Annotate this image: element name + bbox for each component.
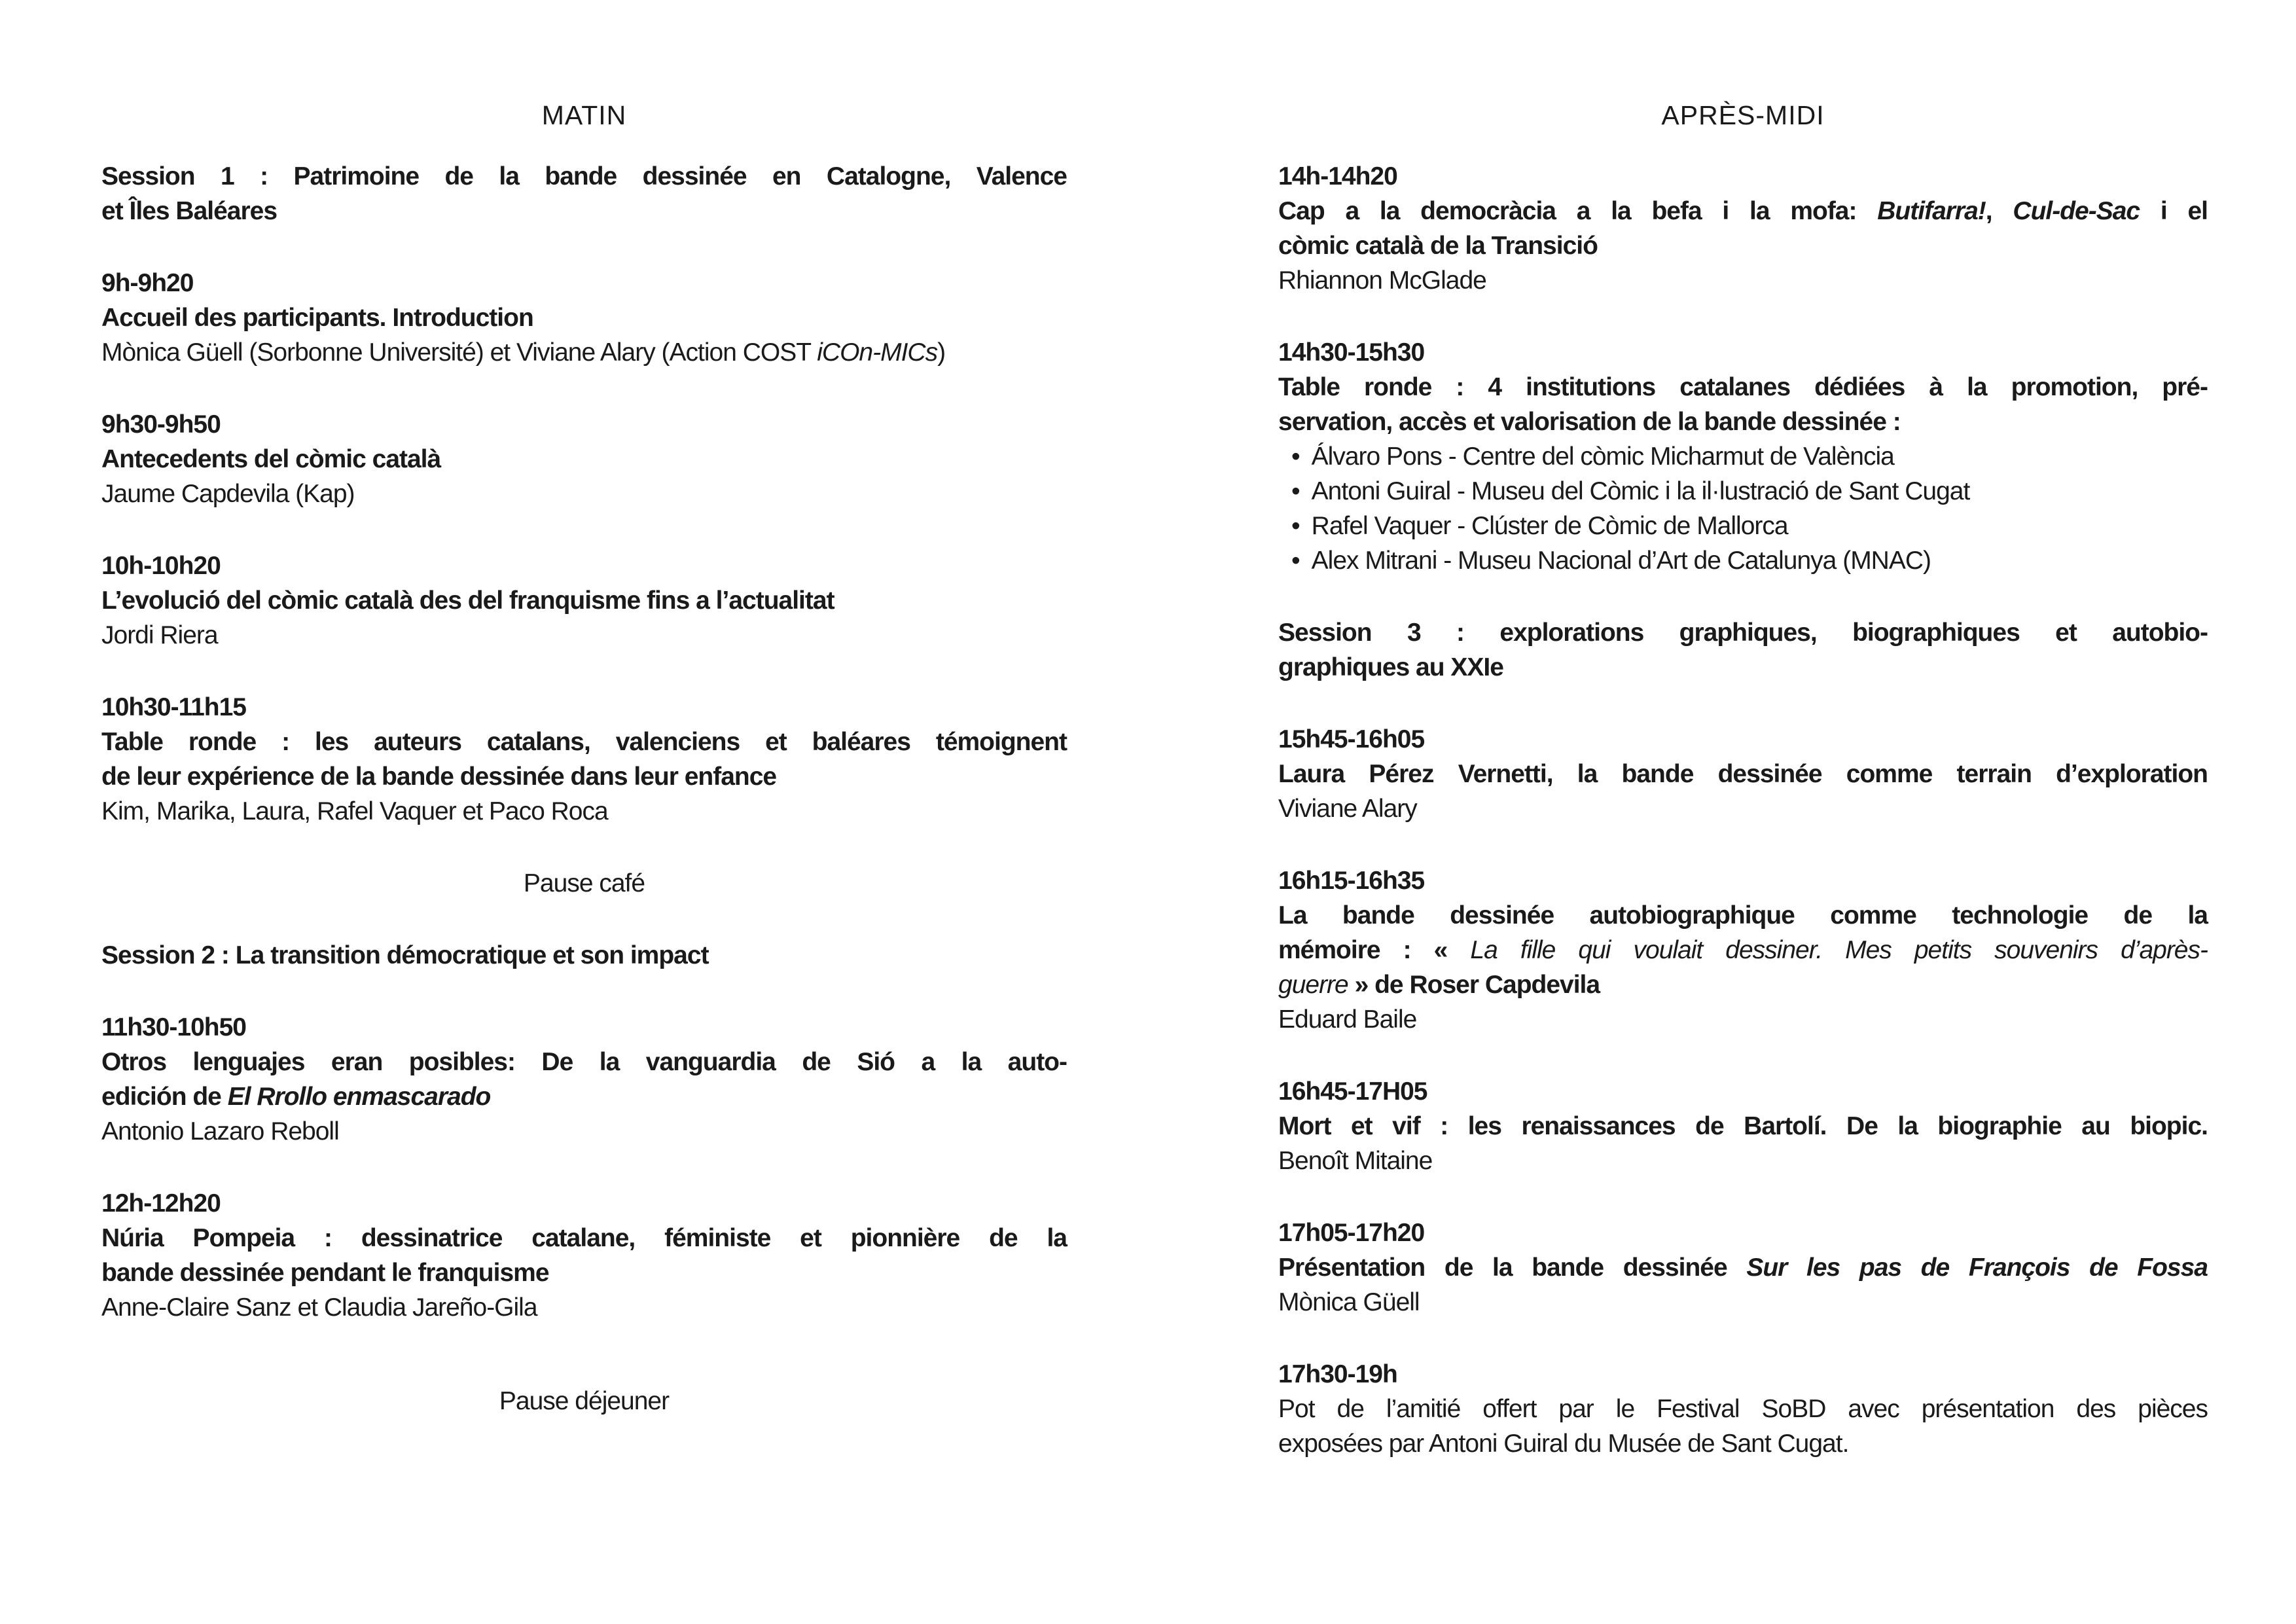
bullet-line (1278, 509, 2208, 543)
text-segment: edición de (101, 1083, 228, 1111)
text-segment: graphiques au XXIe (1278, 653, 1503, 681)
text-line (1278, 1074, 2208, 1109)
text-segment: 11h30-10h50 (101, 1013, 247, 1041)
program-block-slot (1278, 159, 2208, 298)
text-segment: Session 3 : explorations graphiques, biographiques et autobio- (1278, 619, 2208, 647)
text-segment: bande dessinée pendant le franquisme (101, 1259, 549, 1287)
text-line (1278, 405, 2208, 439)
text-line (1278, 1216, 2208, 1250)
program-block-slot (1278, 722, 2208, 826)
text-segment: 17h05-17h20 (1278, 1219, 1425, 1247)
program-block-slot (1278, 335, 2208, 578)
text-line (1278, 791, 2208, 826)
column-title-afternoon: APRÈS-MIDI (1661, 100, 1825, 130)
text-segment: Pause café (523, 869, 645, 897)
text-segment: Cul-de-Sac (2013, 197, 2140, 225)
text-line (1278, 650, 2208, 685)
text-line (1278, 722, 2208, 757)
text-line (101, 1384, 1067, 1418)
text-segment: Session 2 : La transition démocratique et son impact (101, 941, 709, 969)
text-line (1278, 1426, 2208, 1461)
text-line (1278, 370, 2208, 405)
text-segment: servation, accès et valorisation de la bande dessinée : (1278, 408, 1901, 436)
text-segment: Mònica Güell (1278, 1288, 1420, 1316)
text-segment: Rhiannon McGlade (1278, 266, 1486, 295)
text-line (101, 1290, 1067, 1325)
text-line (1278, 1250, 2208, 1285)
bullet-line (1278, 439, 2208, 474)
text-line (1278, 263, 2208, 298)
text-segment: Núria Pompeia : dessinatrice catalane, féministe et pionnière de la (101, 1224, 1067, 1252)
text-segment: Álvaro Pons - Centre del còmic Micharmut de València (1311, 442, 1894, 471)
bullet-icon: • (1291, 477, 1300, 505)
text-line (101, 300, 1067, 335)
text-segment: iCOn-MICs (817, 338, 938, 367)
text-line (1278, 1285, 2208, 1320)
bullet-line (1278, 474, 2208, 509)
program-block-slot (101, 266, 1067, 370)
program-block-session (101, 938, 1067, 973)
text-segment: Anne-Claire Sanz et Claudia Jareño-Gila (101, 1293, 537, 1322)
text-line (101, 477, 1067, 511)
text-segment: Antoni Guiral - Museu del Còmic i la il·lustració de Sant Cugat (1311, 477, 1970, 505)
text-line (1278, 1392, 2208, 1426)
bullet-line (1278, 543, 2208, 578)
text-segment: La bande dessinée autobiographique comme technologie de la (1278, 901, 2208, 929)
text-segment: Table ronde : les auteurs catalans, valenciens et baléares témoignent (101, 728, 1067, 756)
text-line (1278, 1002, 2208, 1037)
text-segment: 14h30-15h30 (1278, 338, 1425, 367)
text-line (101, 759, 1067, 794)
text-segment: Eduard Baile (1278, 1005, 1417, 1034)
text-line (1278, 194, 2208, 228)
text-segment: Sur les pas de François de Fossa (1746, 1254, 2208, 1282)
program-block-session (101, 159, 1067, 228)
text-segment: Accueil des participants. Introduction (101, 304, 533, 332)
text-segment: Mort et vif : les renaissances de Bartolí. De la biographie au biopic. (1278, 1112, 2208, 1140)
bullet-icon: • (1291, 547, 1300, 575)
text-line (101, 266, 1067, 300)
text-segment: 17h30-19h (1278, 1360, 1397, 1388)
text-segment: L’evolució del còmic català des del franquisme fins a l’actualitat (101, 586, 834, 615)
text-line (1278, 967, 2208, 1002)
text-line (1278, 1109, 2208, 1144)
text-segment: mémoire : « (1278, 936, 1471, 964)
column-morning (101, 98, 1067, 1456)
text-segment: guerre (1278, 971, 1348, 999)
text-segment: Antonio Lazaro Reboll (101, 1117, 339, 1146)
text-line (1278, 757, 2208, 791)
program-block-slot (1278, 1216, 2208, 1320)
text-line (101, 1221, 1067, 1255)
text-line (101, 549, 1067, 583)
text-line (1278, 335, 2208, 370)
text-segment: » (1348, 971, 1375, 999)
text-segment: i el (2140, 197, 2208, 225)
text-segment: 9h-9h20 (101, 269, 194, 297)
program-block-slot (101, 1186, 1067, 1325)
text-segment: Viviane Alary (1278, 795, 1417, 823)
text-segment: Kim, Marika, Laura, Rafel Vaquer et Paco Roca (101, 797, 608, 825)
text-line (1278, 615, 2208, 650)
text-segment: 16h15-16h35 (1278, 867, 1425, 895)
text-segment: Table ronde : 4 institutions catalanes dédiées à la promotion, pré- (1278, 373, 2208, 401)
text-segment: Laura Pérez Vernetti, la bande dessinée comme terrain d’exploration (1278, 760, 2208, 788)
program-block-session (1278, 615, 2208, 685)
program-block-slot (1278, 1074, 2208, 1178)
text-segment: 16h45-17H05 (1278, 1077, 1427, 1106)
text-segment: Pause déjeuner (499, 1387, 670, 1415)
program-block-pause-dej (101, 1384, 1067, 1418)
text-segment: Butifarra! (1877, 197, 1986, 225)
text-line (101, 618, 1067, 653)
text-line (101, 407, 1067, 442)
text-line (101, 725, 1067, 759)
text-segment: et Îles Baléares (101, 197, 278, 225)
text-line (1278, 933, 2208, 967)
text-line (1278, 159, 2208, 194)
morning-blocks (101, 159, 1067, 1418)
text-line (1278, 1144, 2208, 1178)
text-segment: Alex Mitrani - Museu Nacional d’Art de Catalunya (MNAC) (1311, 547, 1931, 575)
text-line (101, 194, 1067, 228)
text-segment: Rafel Vaquer - Clúster de Còmic de Mallorca (1311, 512, 1788, 540)
text-segment: Antecedents del còmic català (101, 445, 441, 473)
program-block-slot (1278, 863, 2208, 1037)
afternoon-blocks (1278, 159, 2208, 1461)
text-segment: El Rrollo enmascarado (227, 1083, 491, 1111)
text-line (101, 335, 1067, 370)
bullet-icon: • (1291, 512, 1300, 540)
bullet-icon: • (1291, 442, 1300, 471)
text-segment: Jaume Capdevila (Kap) (101, 480, 355, 508)
column-afternoon (1278, 98, 2208, 1498)
text-line (101, 1114, 1067, 1149)
text-segment: Jordi Riera (101, 621, 218, 649)
text-segment: 12h-12h20 (101, 1189, 221, 1218)
text-line (1278, 898, 2208, 933)
text-line (1278, 1357, 2208, 1392)
text-segment: Mònica Güell (Sorbonne Université) et Viviane Alary (Action COST (101, 338, 817, 367)
text-segment: còmic català de la Transició (1278, 232, 1598, 260)
text-segment: 10h-10h20 (101, 552, 221, 580)
text-line (101, 866, 1067, 901)
program-block-slot (101, 407, 1067, 511)
program-block-slot (101, 690, 1067, 829)
text-line (101, 690, 1067, 725)
text-segment: Cap a la democràcia a la befa i la mofa: (1278, 197, 1878, 225)
text-segment: 14h-14h20 (1278, 162, 1397, 190)
text-segment: de leur expérience de la bande dessinée dans leur enfance (101, 763, 777, 791)
text-segment: Session 1 : Patrimoine de la bande dessinée en Catalogne, Valence (101, 162, 1067, 190)
text-line (1278, 228, 2208, 263)
text-segment: de Roser Capdevila (1374, 971, 1600, 999)
text-segment: , (1985, 197, 2013, 225)
column-title-morning: MATIN (541, 100, 627, 130)
text-line (101, 1079, 1067, 1114)
text-segment: exposées par Antoni Guiral du Musée de Sant Cugat. (1278, 1430, 1849, 1458)
text-line (101, 1255, 1067, 1290)
text-line (101, 159, 1067, 194)
text-segment: Otros lenguajes eran posibles: De la vanguardia de Sió a la auto- (101, 1048, 1067, 1076)
text-segment: La fille qui voulait dessiner. Mes petits souvenirs d’après- (1470, 936, 2208, 964)
text-line (101, 938, 1067, 973)
text-segment: Benoît Mitaine (1278, 1147, 1433, 1175)
program-block-slot (101, 1010, 1067, 1149)
text-segment: 15h45-16h05 (1278, 725, 1425, 753)
text-line (101, 1045, 1067, 1079)
text-line (101, 442, 1067, 477)
text-line (101, 794, 1067, 829)
text-segment: Présentation de la bande dessinée (1278, 1254, 1747, 1282)
text-segment: Pot de l’amitié offert par le Festival SoBD avec présentation des pièces (1278, 1395, 2208, 1423)
text-line (101, 583, 1067, 618)
text-segment: 9h30-9h50 (101, 410, 221, 439)
program-block-pause (101, 866, 1067, 901)
text-segment: ) (937, 338, 946, 367)
program-block-slot (1278, 1357, 2208, 1461)
program-block-slot (101, 549, 1067, 653)
text-segment: 10h30-11h15 (101, 693, 247, 721)
text-line (101, 1186, 1067, 1221)
text-line (101, 1010, 1067, 1045)
text-line (1278, 863, 2208, 898)
